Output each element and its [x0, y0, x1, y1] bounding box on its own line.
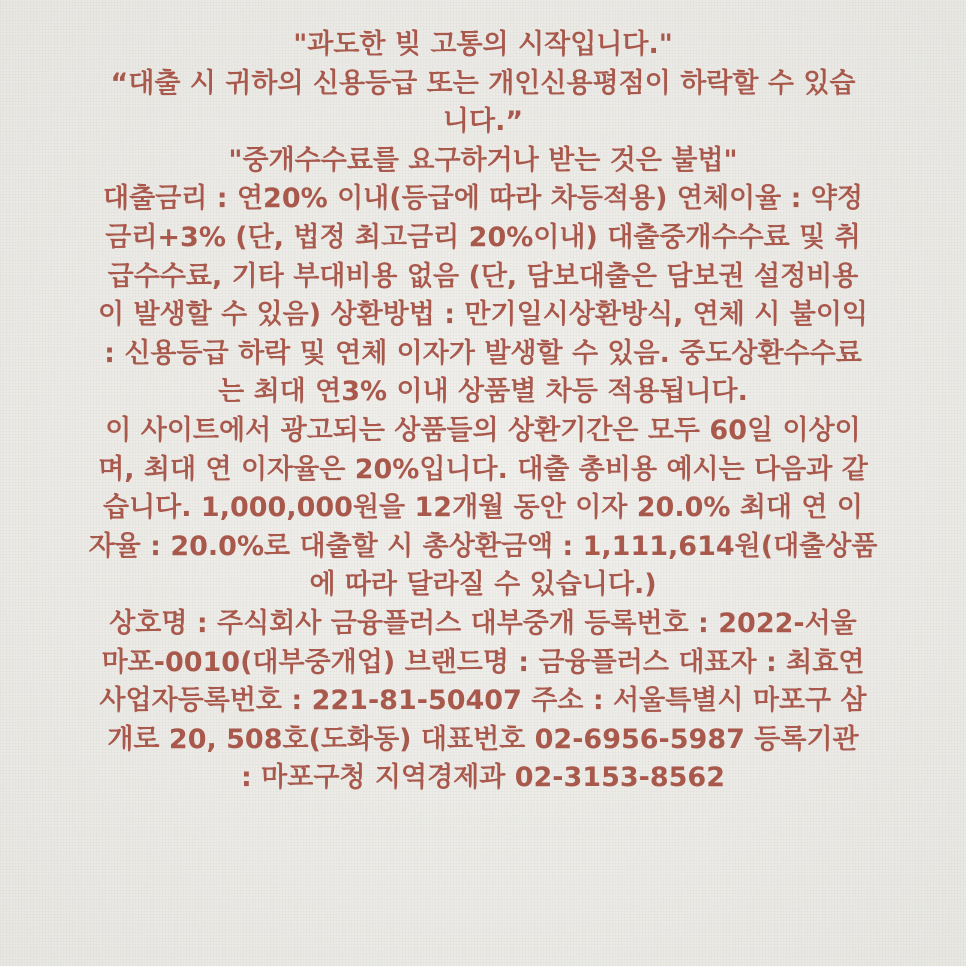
notice-line-company-info: 상호명 : 주식회사 금융플러스 대부중개 등록번호 : 2022-서울 [109, 607, 857, 639]
notice-line-terms: : 신용등급 하락 및 연체 이자가 발생할 수 있음. 중도상환수수료 [104, 337, 862, 369]
notice-line-company-info: 마포-0010(대부중개업) 브랜드명 : 금융플러스 대표자 : 최효연 [101, 646, 865, 678]
notice-line-terms: 이 발생할 수 있음) 상환방법 : 만기일시상환방식, 연체 시 불이익 [97, 299, 869, 331]
notice-line-credit-warning: “대출 시 귀하의 신용등급 또는 개인신용평점이 하락할 수 있습 [110, 67, 856, 99]
notice-line-company-info: 사업자등록번호 : 221-81-50407 주소 : 서울특별시 마포구 삼 [99, 685, 867, 717]
notice-line-cost-example: 습니다. 1,000,000원을 12개월 동안 이자 20.0% 최대 연 이 [103, 492, 863, 524]
notice-line-terms: 대출금리 : 연20% 이내(등급에 따라 차등적용) 연체이율 : 약정 [103, 183, 863, 215]
notice-line-terms: 는 최대 연3% 이내 상품별 차등 적용됩니다. [218, 376, 748, 408]
notice-line-company-info: : 마포구청 지역경제과 02-3153-8562 [240, 762, 725, 794]
notice-line-credit-warning-end: 니다.” [442, 106, 524, 138]
legal-notice [0, 26, 966, 798]
notice-line-warning-debt: "과도한 빚 고통의 시작입니다." [293, 29, 673, 60]
notice-line-terms: 금리+3% (단, 법정 최고금리 20%이내) 대출중개수수료 및 취 [105, 221, 861, 253]
notice-line-company-info: 개로 20, 508호(도화동) 대표번호 02-6956-5987 등록기관 [107, 723, 859, 755]
notice-line-terms: 급수수료, 기타 부대비용 없음 (단, 담보대출은 담보권 설정비용 [107, 260, 859, 292]
notice-line-cost-example: 며, 최대 연 이자율은 20%입니다. 대출 총비용 예시는 다음과 같 [98, 453, 868, 485]
notice-line-fee-illegal: "중개수수료를 요구하거나 받는 것은 불법" [228, 144, 738, 176]
notice-line-cost-example: 자율 : 20.0%로 대출할 시 총상환금액 : 1,111,614원(대출상품 [88, 530, 878, 562]
notice-line-cost-example: 이 사이트에서 광고되는 상품들의 상환기간은 모두 60일 이상이 [105, 414, 861, 446]
notice-line-cost-example: 에 따라 달라질 수 있습니다.) [309, 569, 657, 601]
